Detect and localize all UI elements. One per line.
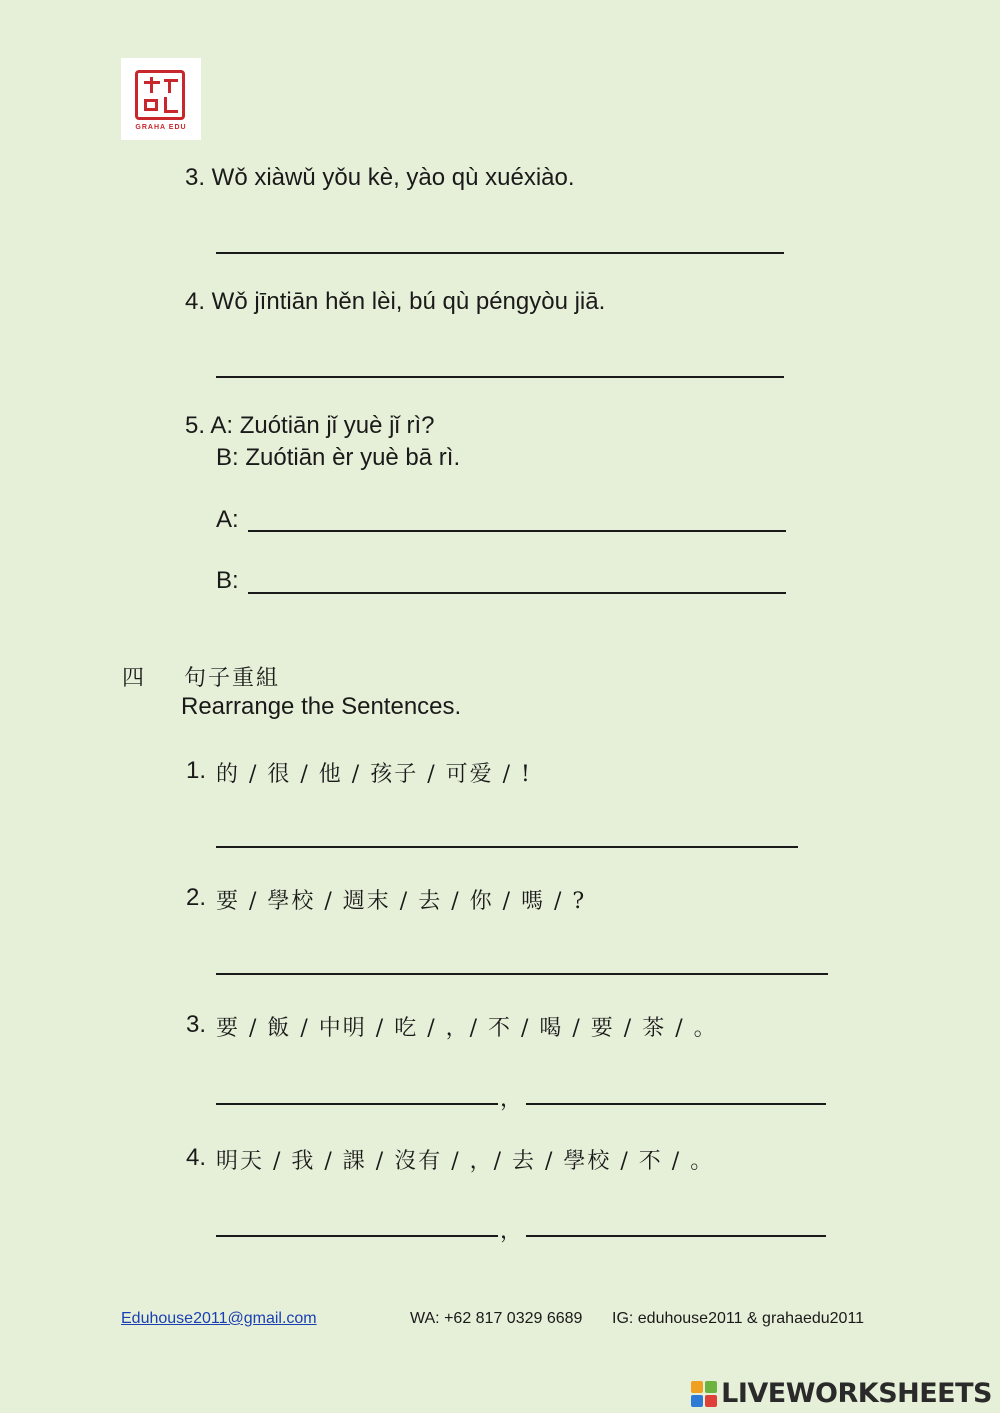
rearrange-4-comma: ， (500, 1219, 525, 1244)
rearrange-4-text: 明天 / 我 / 課 / 沒有 / ，/ 去 / 學校 / 不 / 。 (216, 1149, 715, 1174)
question-4: 4. Wǒ jīntiān hěn lèi, bú qù péngyòu jiā. (185, 288, 606, 315)
question-5-b: B: Zuótiān èr yuè bā rì. (216, 444, 461, 471)
section-title-cn: 句子重組 (184, 666, 281, 691)
rearrange-2-text: 要 / 學校 / 週末 / 去 / 你 / 嗎 / ? (216, 889, 587, 914)
rearrange-1-number: 1. (186, 757, 207, 784)
liveworksheets-logo-icon (691, 1381, 717, 1407)
logo-caption: GRAHA EDU (135, 124, 187, 131)
rearrange-line-4a[interactable] (216, 1235, 498, 1237)
answer-line-4[interactable] (216, 376, 784, 378)
graha-edu-seal-icon (135, 70, 185, 120)
question-3: 3. Wǒ xiàwǔ yǒu kè, yào qù xuéxiào. (185, 164, 575, 191)
liveworksheets-name: LIVEWORKSHEETS (721, 1378, 992, 1409)
rearrange-line-2[interactable] (216, 973, 828, 975)
rearrange-1-text: 的 / 很 / 他 / 孩子 / 可爱 / ! (216, 762, 532, 787)
rearrange-4-number: 4. (186, 1144, 207, 1171)
liveworksheets-brand[interactable] (691, 1378, 992, 1409)
section-title-en: Rearrange the Sentences. (181, 693, 462, 720)
footer-email[interactable]: Eduhouse2011@gmail.com (121, 1310, 317, 1327)
question-5-a: 5. A: Zuótiān jǐ yuè jǐ rì? (185, 412, 435, 439)
rearrange-line-1[interactable] (216, 846, 798, 848)
answer-b-label: B: (216, 567, 239, 594)
rearrange-3-text: 要 / 飯 / 中明 / 吃 / ，/ 不 / 喝 / 要 / 茶 / 。 (216, 1016, 718, 1041)
section-number: 四 (122, 666, 147, 691)
rearrange-line-3b[interactable] (526, 1103, 826, 1105)
footer-ig: IG: eduhouse2011 & grahaedu2011 (612, 1310, 865, 1327)
footer-wa: WA: +62 817 0329 6689 (410, 1310, 583, 1327)
rearrange-3-comma: ， (500, 1087, 525, 1112)
rearrange-line-4b[interactable] (526, 1235, 826, 1237)
answer-line-3[interactable] (216, 252, 784, 254)
answer-line-a[interactable] (248, 530, 786, 532)
rearrange-line-3a[interactable] (216, 1103, 498, 1105)
answer-a-label: A: (216, 506, 239, 533)
graha-edu-logo (121, 58, 201, 140)
rearrange-3-number: 3. (186, 1011, 207, 1038)
rearrange-2-number: 2. (186, 884, 207, 911)
answer-line-b[interactable] (248, 592, 786, 594)
